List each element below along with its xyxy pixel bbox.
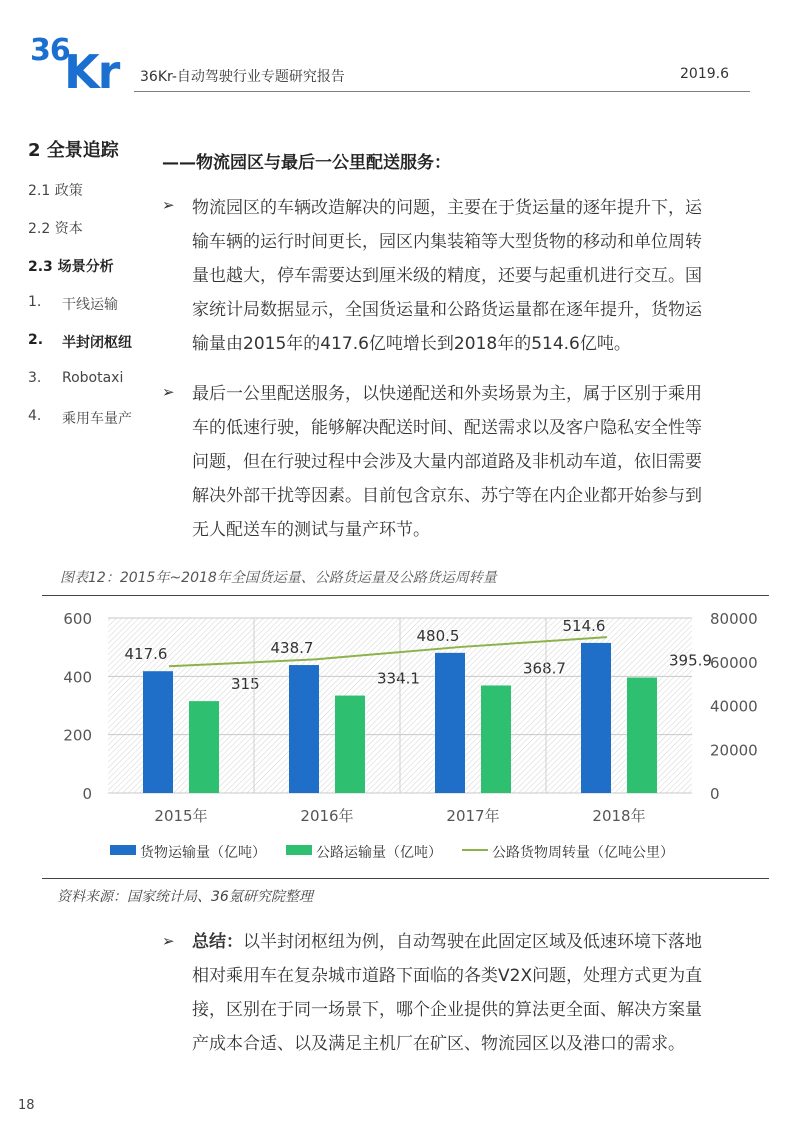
text-span: 以半封闭枢纽为例，自动驾驶在此固定区域及低速环境下落地: [243, 932, 702, 952]
text-line: 相对乘用车在复杂城市道路下面临的各类V2X问题，处理方式更为直: [192, 966, 703, 986]
y-left-tick-label: 0: [82, 785, 92, 803]
y-right-tick-label: 60000: [710, 653, 758, 672]
sidebar-item-passenger-car[interactable]: [28, 408, 132, 427]
bar: [627, 678, 657, 793]
data-label: 395.9: [669, 651, 712, 670]
sidebar-item-number: 3.: [28, 370, 42, 386]
x-tick-label: 2016年: [300, 807, 354, 825]
sidebar-item-number: 4.: [28, 408, 42, 424]
data-label: 334.1: [377, 669, 420, 688]
bullet-arrow-icon: ➢: [162, 383, 175, 401]
x-tick-label: 2017年: [446, 807, 500, 825]
summary-paragraph: [192, 925, 757, 1061]
text-line: 车的低速行驶，能够解决配送时间、配送需求以及客户隐私安全性等: [192, 418, 702, 438]
logo: [28, 30, 140, 92]
text-line: 问题，但在行驶过程中会涉及大量内部道路及非机动车道，依旧需要: [192, 452, 702, 472]
sidebar-item-semi-closed-hub[interactable]: [28, 332, 132, 351]
data-label: 315: [231, 675, 260, 694]
bar: [435, 653, 465, 793]
data-label: 514.6: [562, 616, 606, 635]
page-number: 18: [18, 1098, 35, 1113]
text-line: 接，区别在于同一场景下，哪个企业提供的算法更全面、解决方案量: [192, 1000, 702, 1020]
header-divider: [134, 91, 750, 92]
y-left-tick-label: 400: [63, 668, 92, 687]
legend-label: 货物运输量（亿吨）: [140, 845, 266, 861]
sidebar-item-policy[interactable]: 2.1 政策: [28, 183, 83, 199]
text-line: 物流园区的车辆改造解决的问题，主要在于货运量的逐年提升下，运: [192, 198, 702, 218]
text-line: [192, 925, 757, 959]
header-title: 36Kr-自动驾驶行业专题研究报告: [140, 69, 345, 85]
text-line: 量也越大，停车需要达到厘米级的精度，还要与起重机进行交互。国: [192, 266, 702, 286]
y-right-tick-label: 0: [710, 785, 720, 803]
bar: [189, 701, 219, 793]
legend-swatch: [110, 845, 136, 855]
data-label: 480.5: [416, 626, 460, 645]
paragraph-last-mile: [192, 377, 757, 547]
bar: [581, 643, 611, 793]
legend-label: 公路运输量（亿吨）: [316, 845, 442, 861]
text-line: 产成本合适、以及满足主机厂在矿区、物流园区以及港口的需求。: [192, 1034, 685, 1054]
y-right-tick-label: 20000: [710, 741, 758, 760]
y-right-tick-label: 80000: [710, 610, 758, 628]
data-label: 417.6: [124, 645, 168, 664]
bar: [143, 671, 173, 793]
sidebar-item-scenario[interactable]: 2.3 场景分析: [28, 259, 114, 275]
sidebar-heading: 2 全景追踪: [28, 140, 119, 161]
legend-swatch: [286, 845, 312, 855]
data-label: 368.7: [523, 659, 566, 678]
bullet-arrow-icon: ➢: [162, 932, 175, 950]
text-line: 无人配送车的测试与量产环节。: [192, 520, 430, 540]
section-title: ——物流园区与最后一公里配送服务：: [162, 153, 451, 173]
y-left-tick-label: 600: [63, 610, 92, 628]
paragraph-logistics-park: [192, 191, 757, 361]
sidebar-item-label: 干线运输: [62, 297, 118, 313]
bullet-arrow-icon: ➢: [162, 196, 175, 214]
sidebar-item-capital[interactable]: 2.2 资本: [28, 221, 83, 237]
sidebar-item-label: 乘用车量产: [62, 411, 132, 427]
header-date: 2019.6: [680, 66, 729, 82]
legend-label: 公路货物周转量（亿吨公里）: [492, 845, 674, 861]
sidebar-item-number: 2.: [28, 332, 44, 348]
svg-text:36: 36: [30, 33, 70, 68]
svg-text:Kr: Kr: [64, 45, 119, 92]
y-right-tick-label: 40000: [710, 697, 758, 716]
summary-label: 总结：: [192, 932, 243, 952]
x-tick-label: 2018年: [592, 807, 646, 825]
text-line: 解决外部干扰等因素。目前包含京东、苏宁等在内企业都开始参与到: [192, 486, 702, 506]
text-line: 家统计局数据显示，全国货运量和公路货运量都在逐年提升，货物运: [192, 300, 702, 320]
sidebar-item-number: 1.: [28, 294, 42, 310]
data-label: 438.7: [270, 639, 314, 658]
text-line: 输量由2015年的417.6亿吨增长到2018年的514.6亿吨。: [192, 334, 631, 354]
bar: [289, 665, 319, 793]
x-tick-label: 2015年: [154, 807, 208, 825]
y-left-tick-label: 200: [63, 726, 92, 745]
figure-source: 资料来源：国家统计局、36氪研究院整理: [57, 889, 313, 905]
sidebar-item-trunk[interactable]: [28, 294, 118, 313]
text-line: 输车辆的运行时间更长，园区内集装箱等大型货物的移动和单位周转: [192, 232, 702, 252]
figure-caption: 图表12：2015年~2018年全国货运量、公路货运量及公路货运周转量: [60, 570, 497, 586]
bar: [481, 685, 511, 793]
bar: [335, 696, 365, 793]
sidebar-item-label: 半封闭枢纽: [62, 335, 132, 351]
text-line: 最后一公里配送服务，以快递配送和外卖场景为主，属于区别于乘用: [192, 384, 702, 404]
sidebar-item-label: Robotaxi: [62, 370, 124, 386]
sidebar-item-robotaxi[interactable]: [28, 370, 124, 386]
freight-chart: [42, 596, 769, 876]
